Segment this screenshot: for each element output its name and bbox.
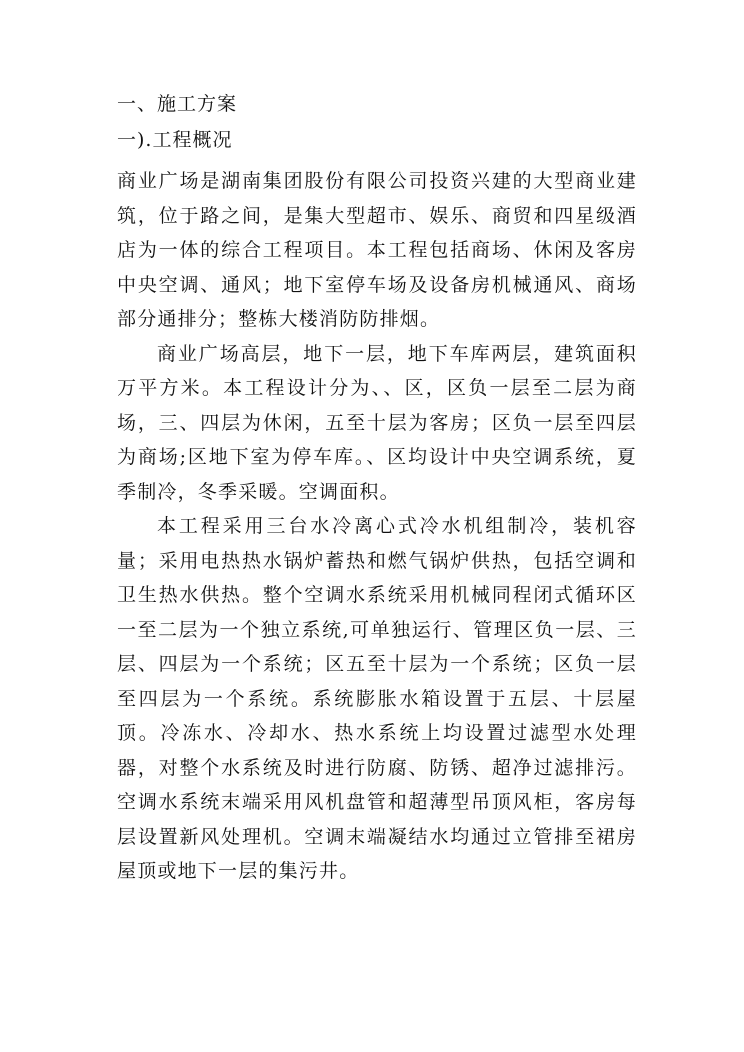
paragraph-hvac-system: 本工程采用三台水冷离心式冷水机组制冷，装机容量；采用电热热水锅炉蓄热和燃气锅炉供热，包括空调和卫生热水供热。整个空调水系统采用机械同程闭式循环区一至二层为一个独立系统,可单独运行、管理区负一层、三层、四层为一个系统；区五至十层为一个系统；区负一层至四层为一个系统。系统膨胀水箱设置于五层、十层屋顶。冷冻水、冷却水、热水系统上均设置过滤型水处理器，对整个水系统及时进行防腐、防锈、超净过滤排污。空调水系统末端采用风机盘管和超薄型吊顶风柜，客房每层设置新风处理机。空调末端凝结水均通过立管排至裙房屋顶或地下一层的集污井。 bbox=[117, 515, 637, 882]
section-heading: 一、施工方案 bbox=[117, 93, 238, 115]
paragraph-building-layout: 商业广场高层，地下一层，地下车库两层，建筑面积万平方米。本工程设计分为、、区，区负一层至二层为商场，三、四层为休闲，五至十层为客房；区负一层至四层为商场;区地下室为停车库。、区均设计中央空调系统，夏季制冷，冬季采暖。空调面积。 bbox=[117, 342, 637, 503]
document-body bbox=[117, 90, 637, 889]
subsection-heading: 一).工程概况 bbox=[117, 129, 233, 151]
paragraph-project-overview: 商业广场是湖南集团股份有限公司投资兴建的大型商业建筑，位于路之间，是集大型超市、娱乐、商贸和四星级酒店为一体的综合工程项目。本工程包括商场、休闲及客房中央空调、通风；地下室停车场及设备房机械通风、商场部分通排分；整栋大楼消防防排烟。 bbox=[117, 170, 637, 330]
